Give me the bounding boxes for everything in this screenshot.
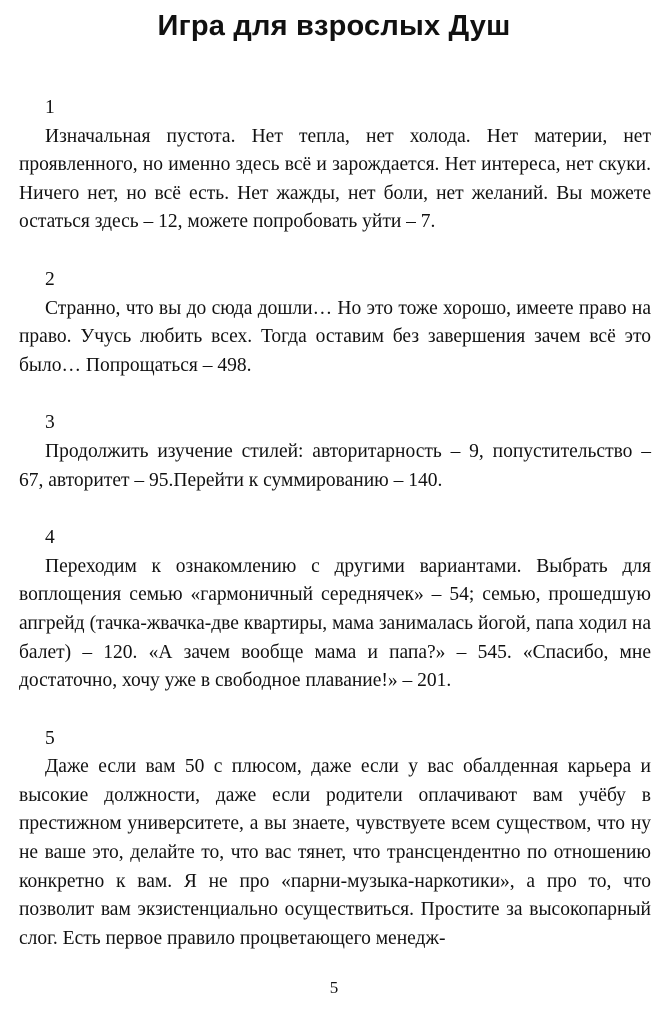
- page-number: 5: [329, 978, 339, 997]
- section-text: Продолжить изучение стилей: авторитарность – 9, попустительство – 67, авторитет – 95.Перейти к суммированию – 140.: [19, 440, 651, 491]
- section-2: [19, 266, 651, 380]
- section-number: 1: [45, 97, 55, 118]
- section-number: 5: [45, 727, 55, 749]
- section-text: Изначальная пустота. Нет тепла, нет холода. Нет материи, нет проявленного, но именно здесь всё и зарождается. Нет интереса, нет скуки. Ничего нет, но всё есть. Нет жажды, нет боли, нет желаний. Вы можете остаться здесь – 12, можете попробовать уйти – 7.: [19, 125, 651, 233]
- section-number: 3: [45, 412, 55, 434]
- section-4: [19, 524, 651, 696]
- section-text: Странно, что вы до сюда дошли… Но это тоже хорошо, имеете право на право. Учусь любить всех. Тогда оставим без завершения зачем всё это было… Попрощаться – 498.: [19, 297, 651, 376]
- section-text: Переходим к ознакомлению с другими вариантами. Выбрать для воплощения семью «гармоничный середнячек» – 54; семью, прошедшую апгрейд (тачка-жвачка-две квартиры, мама занималась йогой, папа ходил на балет) – 120. «А зачем вообще мама и папа?» – 545. «Спасибо, мне достаточно, хочу уже в свободное плавание!» – 201.: [19, 555, 651, 692]
- section-number: 4: [45, 527, 55, 549]
- page-title: Игра для взрослых Душ: [157, 10, 511, 42]
- section-5: [19, 725, 651, 954]
- page-content: [19, 94, 651, 982]
- section-text: Даже если вам 50 с плюсом, даже если у вас обалденная карьера и высокие должности, даже если родители оплачивают вам учёбу в престижном университете, а вы знаете, чувствуете всем существом, что ну не ваше это, делайте то, что вас тянет, что трансцендентно по отношению конкретно к вам. Я не про «парни-музыка-наркотики», а про то, что позволит вам экзистенциально осуществиться. Простите за высокопарный слог. Есть первое правило процветающего менедж-: [19, 756, 651, 949]
- section-1: [19, 94, 651, 237]
- section-number: 2: [45, 268, 55, 290]
- section-3: [19, 409, 651, 495]
